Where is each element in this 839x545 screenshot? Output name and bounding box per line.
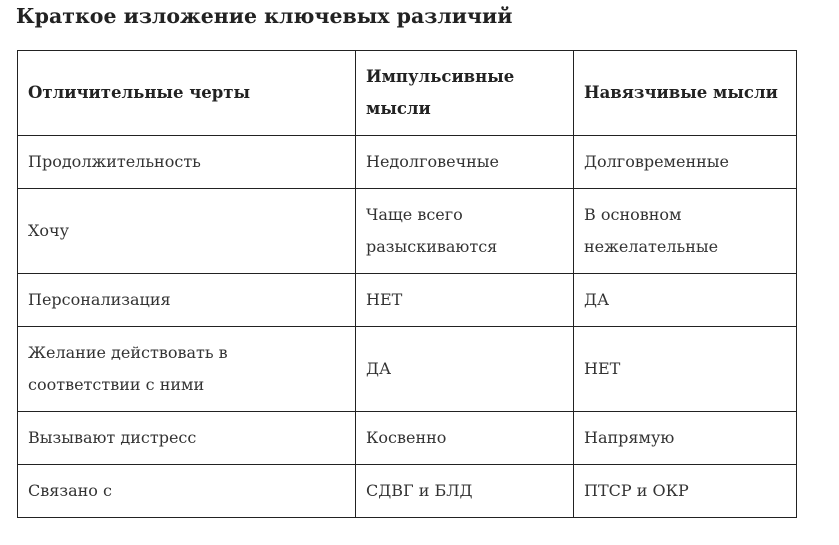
table-cell: Персонализация [18, 274, 356, 327]
table-row [18, 412, 797, 465]
header-cell-impulsive: Импульсивные мысли [356, 51, 574, 136]
table-cell: Косвенно [356, 412, 574, 465]
table-row [18, 189, 797, 274]
page-title: Краткое изложение ключевых различий [16, 4, 513, 28]
table-cell: ДА [356, 327, 574, 412]
table-cell: ПТСР и ОКР [574, 465, 797, 518]
table-header-row [18, 51, 797, 136]
table-cell: НЕТ [356, 274, 574, 327]
table-cell: Продолжительность [18, 136, 356, 189]
table-cell: Вызывают дистресс [18, 412, 356, 465]
table-cell: В основном нежелательные [574, 189, 797, 274]
table-row [18, 274, 797, 327]
table-cell: Напрямую [574, 412, 797, 465]
table-row [18, 327, 797, 412]
table-cell: Желание действовать в соответствии с ними [18, 327, 356, 412]
table-cell: НЕТ [574, 327, 797, 412]
table-cell: Связано с [18, 465, 356, 518]
table-row [18, 465, 797, 518]
table-cell: Хочу [18, 189, 356, 274]
table-cell: ДА [574, 274, 797, 327]
differences-table [17, 50, 797, 518]
table-cell: Недолговечные [356, 136, 574, 189]
header-cell-intrusive: Навязчивые мысли [574, 51, 797, 136]
header-cell-features: Отличительные черты [18, 51, 356, 136]
table-cell: Чаще всего разыскиваются [356, 189, 574, 274]
table-cell: Долговременные [574, 136, 797, 189]
table-cell: СДВГ и БЛД [356, 465, 574, 518]
table-row [18, 136, 797, 189]
